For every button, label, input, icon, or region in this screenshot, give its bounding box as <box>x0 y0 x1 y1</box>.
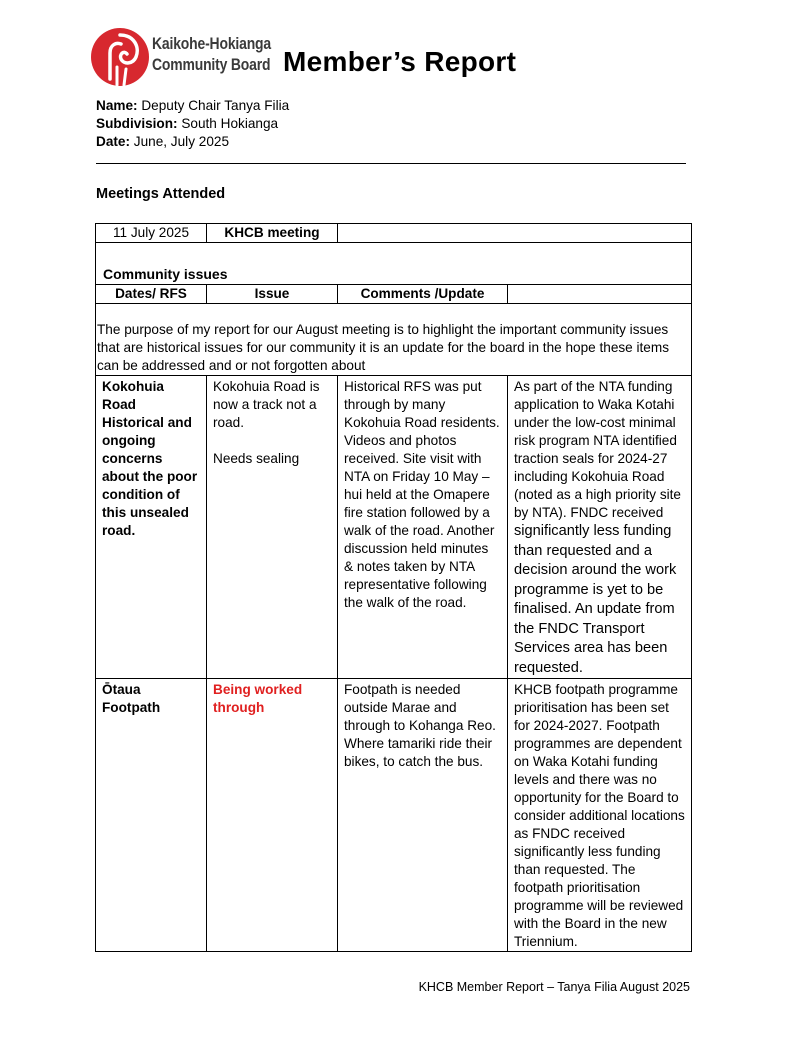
row-update-text-large: significantly less funding than requested and a decision around the work programme is yet to be finalised. An update from the FNDC Transport Services area has been requested. <box>514 523 677 676</box>
spacer-row <box>96 243 692 266</box>
purpose-text: The purpose of my report for our August meeting is to highlight the important community issues that are historical issues for our community it is an update for the board in the hope these items can be addressed and or not forgotten about <box>96 304 692 376</box>
board-logo <box>90 27 280 87</box>
row-update-text: As part of the NTA funding application to Waka Kotahi under the low-cost minimal risk program NTA identified traction seals for 2024-27 including Kokohuia Road (noted as a high priority site by NTA). FNDC received <box>514 379 681 520</box>
meta-date-value: June, July 2025 <box>133 134 230 149</box>
page-footer: KHCB Member Report – Tanya Filia August 2025 <box>418 980 690 994</box>
table-row <box>96 679 692 952</box>
row-comments: Footpath is needed outside Marae and through to Kohanga Reo. Where tamariki ride their bikes, to catch the bus. <box>338 679 508 952</box>
meta-subdivision-value: South Hokianga <box>181 116 279 131</box>
col-issue-header: Issue <box>207 285 338 304</box>
row-update: KHCB footpath programme prioritisation has been set for 2024-2027. Footpath programmes are dependent on Waka Kotahi funding levels and there was no opportunity for the Board to consider additional locations as FNDC received significantly less funding than requested. The footpath prioritisation programme will be reviewed with the Board in the new Triennium. <box>508 679 692 952</box>
col-comments-header: Comments /Update <box>338 285 508 304</box>
meta-name-value: Deputy Chair Tanya Filia <box>141 98 290 113</box>
meta-subdivision-label: Subdivision: <box>96 116 178 131</box>
report-table <box>95 223 692 952</box>
row-issue-action: Needs sealing <box>213 451 300 466</box>
meetings-heading: Meetings Attended <box>96 186 226 202</box>
meeting-date: 11 July 2025 <box>96 224 207 243</box>
row-issue <box>207 376 338 679</box>
row-update <box>508 376 692 679</box>
meeting-notes <box>338 224 692 243</box>
logo-line-1: Kaikohe-Hokianga <box>152 34 272 53</box>
page-title: Member’s Report <box>283 46 517 77</box>
col-update-header <box>508 285 692 304</box>
community-heading: Community issues <box>96 265 692 285</box>
divider <box>96 163 686 164</box>
table-row <box>96 376 692 679</box>
meeting-name: KHCB meeting <box>207 224 338 243</box>
meta-name-label: Name: <box>96 98 138 113</box>
row-issue-text: Kokohuia Road is now a track not a road. <box>213 379 320 430</box>
row-title: Ōtaua Footpath <box>96 679 207 952</box>
status-badge: Being worked through <box>207 679 338 952</box>
row-comments: Historical RFS was put through by many Kokohuia Road residents. Videos and photos received. Site visit with NTA on Friday 10 May – hui held at the Omapere fire station followed by a walk of the road. Another discussion held minutes & notes taken by NTA representative following the walk of the road. <box>338 376 508 679</box>
community-heading-row <box>96 265 692 285</box>
row-title: Kokohuia Road Historical and ongoing concerns about the poor condition of this unsealed road. <box>96 376 207 679</box>
purpose-row <box>96 304 692 376</box>
col-dates-header: Dates/ RFS <box>96 285 207 304</box>
community-header-row <box>96 285 692 304</box>
report-meta <box>96 97 289 151</box>
koru-logo-icon <box>90 27 150 87</box>
logo-wordmark <box>152 33 271 75</box>
meta-name <box>96 97 289 115</box>
meta-date-label: Date: <box>96 134 130 149</box>
logo-line-2: Community Board <box>152 55 271 74</box>
meta-date <box>96 133 289 151</box>
meta-subdivision <box>96 115 289 133</box>
meeting-row <box>96 224 692 243</box>
